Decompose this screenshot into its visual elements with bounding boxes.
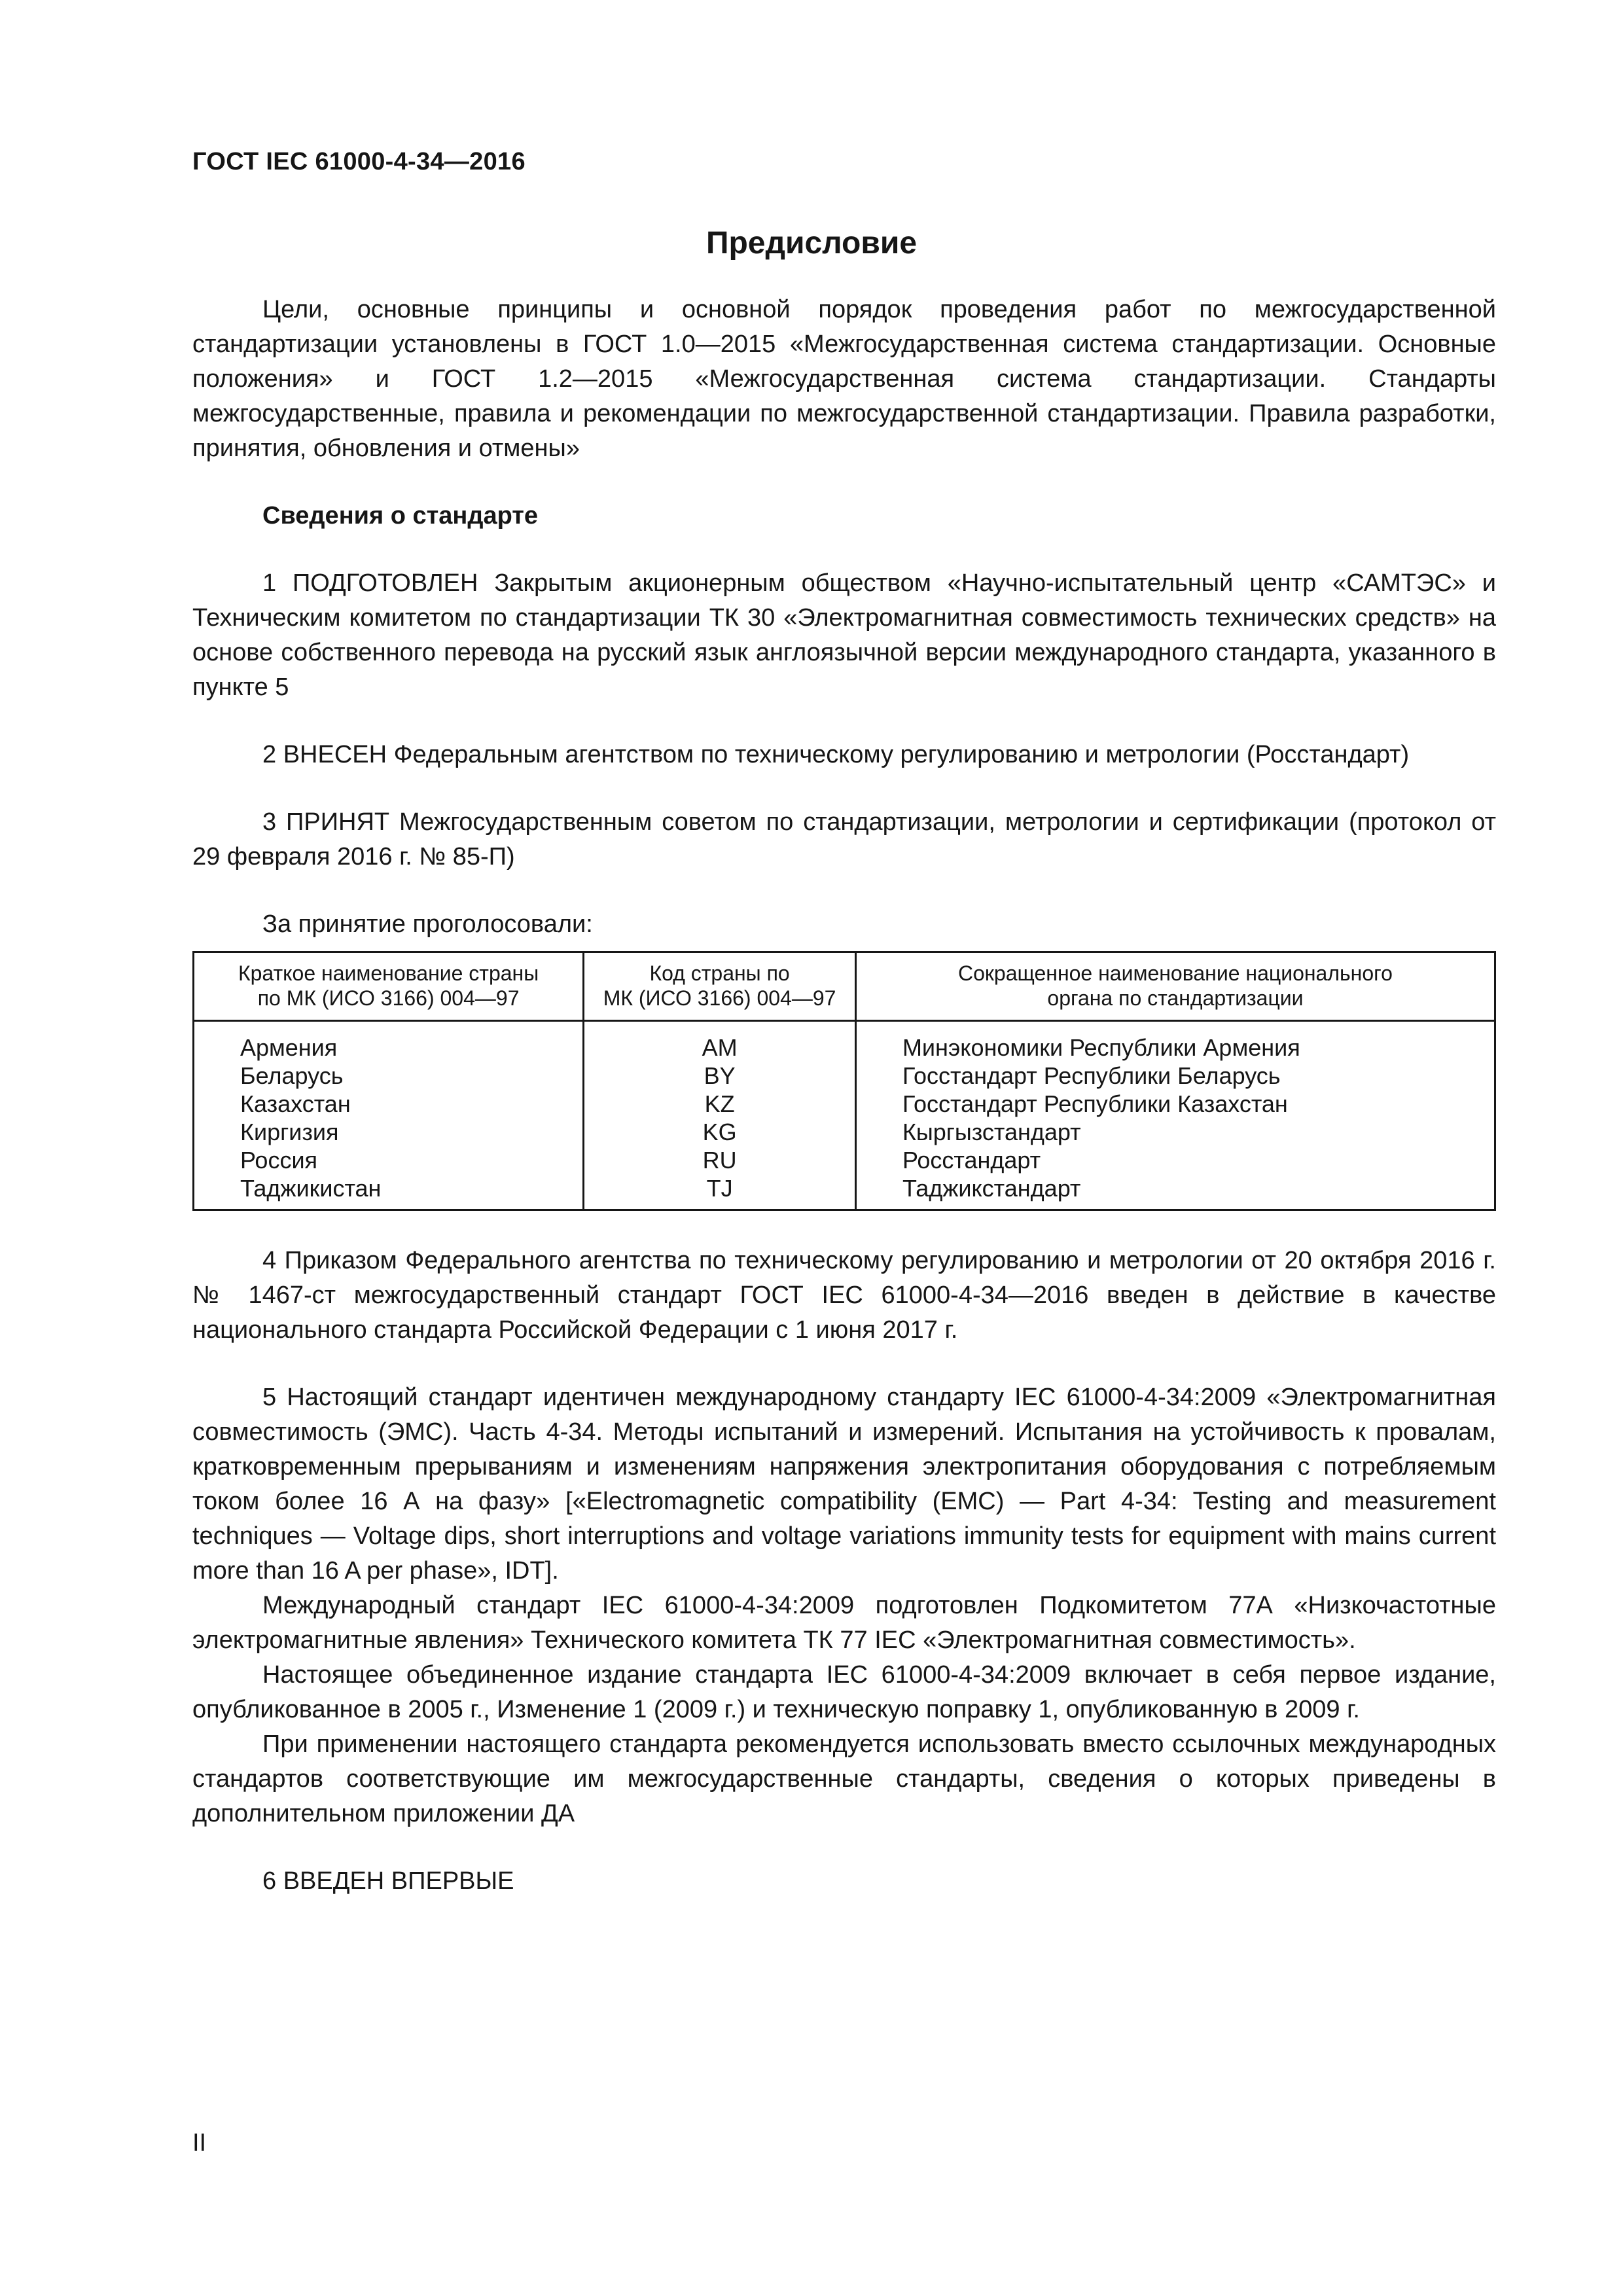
country-code: RU <box>702 1147 737 1174</box>
subheading: Сведения о стандарте <box>262 502 539 529</box>
country-name: Россия <box>240 1147 318 1174</box>
page-number: II <box>192 2129 207 2157</box>
country-codes-cell <box>584 1021 856 1210</box>
item-6: 6 ВВЕДЕН ВПЕРВЫЕ <box>262 1867 514 1895</box>
header-standards-body: Сокращенное наименование национального органа по стандартизации <box>855 952 1495 1021</box>
body-bottom <box>192 1244 1496 1899</box>
section-title: Предисловие <box>705 226 918 260</box>
vote-intro: За принятие проголосовали: <box>262 910 593 938</box>
country-name: Армения <box>240 1034 338 1061</box>
country-names-cell <box>194 1021 584 1210</box>
standards-body: Росстандарт <box>902 1147 1041 1174</box>
item-1: 1 ПОДГОТОВЛЕН Закрытым акционерным обществом «Научно-испытательный центр «САМТЭС» и Техническим комитетом по стандартизации ТК 30 «Электромагнитная совместимость технических средств» на основе собственного перевода на русский язык англоязычной версии международного стандарта, указанного в пункте 5 <box>192 569 1496 701</box>
country-name: Киргизия <box>240 1119 339 1145</box>
item-2: 2 ВНЕСЕН Федеральным агентством по техническому регулированию и метрологии (Росстандарт) <box>262 741 1410 768</box>
item-5-paragraph-3: Настоящее объединенное издание стандарта IEC 61000-4-34:2009 включает в себя первое издание, опубликованное в 2005 г., Изменение 1 (2009 г.) и техническую поправку 1, опубликованную в 2009 г. <box>192 1661 1496 1723</box>
item-5-paragraph-4: При применении настоящего стандарта рекомендуется использовать вместо ссылочных международных стандартов соответствующие им межгосударственные стандарты, сведения о которых приведены в дополнительном приложении ДА <box>192 1731 1496 1827</box>
country-code: BY <box>704 1062 736 1089</box>
table-header-row <box>194 952 1495 1021</box>
standards-bodies-cell <box>855 1021 1495 1210</box>
item-5-paragraph-2: Международный стандарт IEC 61000-4-34:2009 подготовлен Подкомитетом 77А «Низкочастотные электромагнитные явления» Технического комитета ТК 77 IEC «Электромагнитная совместимость». <box>192 1592 1496 1654</box>
standards-body: Кыргызстандарт <box>902 1119 1081 1145</box>
country-name: Таджикистан <box>240 1175 382 1202</box>
document-header: ГОСТ IEC 61000-4-34—2016 <box>192 148 526 175</box>
header-country-code: Код страны по МК (ИСО 3166) 004—97 <box>584 952 856 1021</box>
country-code: TJ <box>706 1175 733 1202</box>
standards-body: Госстандарт Республики Казахстан <box>902 1090 1288 1117</box>
standards-body: Минэкономики Республики Армения <box>902 1034 1300 1061</box>
country-code: AM <box>702 1034 738 1061</box>
item-5: 5 Настоящий стандарт идентичен международному стандарту IEC 61000-4-34:2009 «Электромагнитная совместимость (ЭМС). Часть 4-34. Методы испытаний и измерений. Испытания на устойчивость к провалам, кратковременным прерываниям и изменениям напряжения электропитания оборудования с потребляемым током более 16 А на фазу» [«Electromagnetic compatibility (EMC) — Part 4-34: Testing and measurement techniques — Voltage dips, short interruptions and voltage variations immunity tests for equipment with mains current more than 16 A per phase», IDT]. <box>192 1384 1496 1585</box>
standards-body: Госстандарт Республики Беларусь <box>902 1062 1281 1089</box>
table-row <box>194 1021 1495 1210</box>
standards-body: Таджикстандарт <box>902 1175 1081 1202</box>
country-code: KZ <box>704 1090 735 1117</box>
country-name: Казахстан <box>240 1090 351 1117</box>
voting-table <box>192 951 1496 1211</box>
intro-paragraph: Цели, основные принципы и основной порядок проведения работ по межгосударственной стандартизации установлены в ГОСТ 1.0—2015 «Межгосударственная система стандартизации. Основные положения» и ГОСТ 1.2—2015 «Межгосударственная система стандартизации. Стандарты межгосударственные, правила и рекомендации по межгосударственной стандартизации. Правила разработки, принятия, обновления и отмены» <box>192 296 1496 462</box>
country-code: KG <box>702 1119 737 1145</box>
item-4: 4 Приказом Федерального агентства по техническому регулированию и метрологии от 20 октября 2016 г. № 1467-ст межгосударственный стандарт ГОСТ IEC 61000-4-34—2016 введен в действие в качестве национального стандарта Российской Федерации с 1 июня 2017 г. <box>192 1247 1496 1344</box>
header-country-name: Краткое наименование страны по МК (ИСО 3166) 004—97 <box>194 952 584 1021</box>
country-name: Беларусь <box>240 1062 344 1089</box>
body-top <box>192 293 1496 1211</box>
item-3: 3 ПРИНЯТ Межгосударственным советом по стандартизации, метрологии и сертификации (протокол от 29 февраля 2016 г. № 85-П) <box>192 808 1496 870</box>
